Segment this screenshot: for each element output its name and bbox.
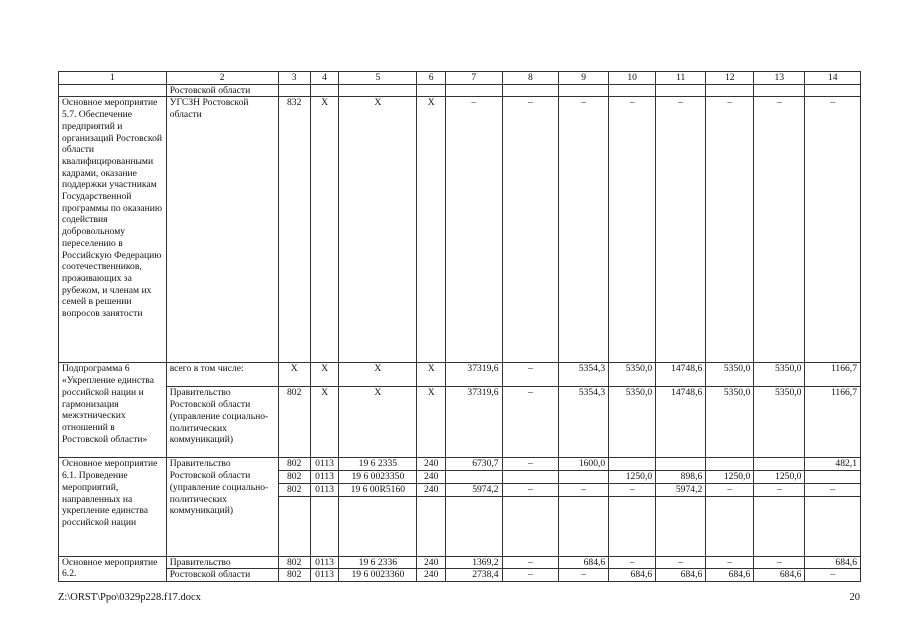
- value-cell: 14748,6: [656, 363, 706, 387]
- executor-cell: всего в том числе:: [166, 363, 278, 387]
- value-cell: [706, 458, 754, 471]
- rzpr-cell: 0113: [310, 556, 339, 569]
- value-cell: –: [502, 483, 559, 496]
- rzpr-cell: 0113: [310, 471, 339, 484]
- value-cell: 5350,0: [609, 363, 656, 387]
- value-cell: –: [502, 387, 559, 458]
- executor-cell: Ростовской области: [166, 84, 278, 97]
- value-cell: 1600,0: [559, 458, 609, 471]
- value-cell: 5350,0: [754, 363, 805, 387]
- value-cell: [559, 471, 609, 484]
- value-cell: 5350,0: [706, 387, 754, 458]
- measure-name-cell: Основное мероприятие 5.7. Обеспечение предприятий и организаций Ростовской области квалифицированными кадрами, оказание поддержки участникам Государственной программы по оказанию содействия добровольному переселению в Российскую Федерацию соотечественников, проживающих за рубежом, и членам их семей в решении вопросов занятости: [59, 97, 167, 363]
- vr-cell: X: [417, 387, 446, 458]
- column-number: 6: [417, 72, 446, 85]
- vr-cell: 240: [417, 483, 446, 496]
- vr-cell: X: [417, 363, 446, 387]
- executor-cell: Правительство Ростовской области (управление социально-политических коммуникаций): [166, 458, 278, 556]
- value-cell: 684,6: [559, 556, 609, 569]
- column-number: 11: [656, 72, 706, 85]
- vr-cell: X: [417, 97, 446, 363]
- value-cell: 37319,6: [446, 363, 503, 387]
- executor-cell: Ростовской области: [166, 569, 278, 582]
- value-cell: 1166,7: [805, 387, 861, 458]
- csr-cell: 19 6 00R5160: [339, 483, 417, 496]
- value-cell: 684,6: [609, 569, 656, 582]
- value-cell: 1250,0: [609, 471, 656, 484]
- value-cell: 5354,3: [559, 363, 609, 387]
- value-cell: –: [502, 556, 559, 569]
- csr-cell: X: [339, 387, 417, 458]
- column-number: 8: [502, 72, 559, 85]
- value-cell: [805, 471, 861, 484]
- value-cell: –: [446, 97, 503, 363]
- column-number: 9: [559, 72, 609, 85]
- value-cell: –: [754, 483, 805, 496]
- column-number: 3: [278, 72, 310, 85]
- column-number: 5: [339, 72, 417, 85]
- column-number: 10: [609, 72, 656, 85]
- table-row: [59, 569, 861, 582]
- value-cell: –: [502, 97, 559, 363]
- value-cell: 5350,0: [706, 363, 754, 387]
- value-cell: –: [656, 556, 706, 569]
- column-number: 14: [805, 72, 861, 85]
- executor-cell: УГСЗН Ростовской области: [166, 97, 278, 363]
- value-cell: [609, 458, 656, 471]
- value-cell: 37319,6: [446, 387, 503, 458]
- value-cell: –: [502, 569, 559, 582]
- value-cell: –: [656, 97, 706, 363]
- csr-cell: 19 6 0023350: [339, 471, 417, 484]
- value-cell: –: [609, 483, 656, 496]
- csr-cell: 19 6 2336: [339, 556, 417, 569]
- value-cell: 684,6: [805, 556, 861, 569]
- csr-cell: 19 6 2335: [339, 458, 417, 471]
- grbs-cell: 802: [278, 471, 310, 484]
- rzpr-cell: X: [310, 387, 339, 458]
- table-row: [59, 458, 861, 471]
- vr-cell: 240: [417, 458, 446, 471]
- column-number: 13: [754, 72, 805, 85]
- value-cell: 5974,2: [656, 483, 706, 496]
- value-cell: –: [805, 569, 861, 582]
- value-cell: –: [609, 556, 656, 569]
- column-number: 4: [310, 72, 339, 85]
- value-cell: –: [805, 483, 861, 496]
- value-cell: 1369,2: [446, 556, 503, 569]
- value-cell: 2738,4: [446, 569, 503, 582]
- measure-name-cell: Основное мероприятие 6.1. Проведение мероприятий, направленных на укрепление единства российской нации: [59, 458, 167, 556]
- value-cell: –: [754, 97, 805, 363]
- table-row: [59, 363, 861, 387]
- grbs-cell: 802: [278, 387, 310, 458]
- column-number: 1: [59, 72, 167, 85]
- column-number: 7: [446, 72, 503, 85]
- executor-cell: Правительство Ростовской области (управление социально-политических коммуникаций): [166, 387, 278, 458]
- rzpr-cell: 0113: [310, 483, 339, 496]
- value-cell: 482,1: [805, 458, 861, 471]
- rzpr-cell: X: [310, 363, 339, 387]
- rzpr-cell: 0113: [310, 458, 339, 471]
- value-cell: 898,6: [656, 471, 706, 484]
- value-cell: –: [559, 97, 609, 363]
- value-cell: –: [805, 97, 861, 363]
- value-cell: –: [609, 97, 656, 363]
- measure-name-cell: Подпрограмма 6 «Укрепление единства российской нации и гармонизация межэтнических отношений в Ростовской области»: [59, 363, 167, 458]
- value-cell: –: [706, 483, 754, 496]
- value-cell: 5354,3: [559, 387, 609, 458]
- vr-cell: 240: [417, 569, 446, 582]
- column-number-row: [59, 72, 861, 85]
- value-cell: [446, 471, 503, 484]
- grbs-cell: 802: [278, 569, 310, 582]
- table-row: [59, 387, 861, 458]
- vr-cell: 240: [417, 471, 446, 484]
- value-cell: 1250,0: [754, 471, 805, 484]
- value-cell: 1250,0: [706, 471, 754, 484]
- value-cell: 684,6: [754, 569, 805, 582]
- grbs-cell: 802: [278, 458, 310, 471]
- value-cell: 5350,0: [754, 387, 805, 458]
- value-cell: –: [502, 458, 559, 471]
- value-cell: 5974,2: [446, 483, 503, 496]
- rzpr-cell: 0113: [310, 569, 339, 582]
- table-row: [59, 97, 861, 363]
- grbs-cell: 802: [278, 556, 310, 569]
- grbs-cell: 802: [278, 483, 310, 496]
- grbs-cell: 832: [278, 97, 310, 363]
- value-cell: [502, 471, 559, 484]
- csr-cell: X: [339, 363, 417, 387]
- csr-cell: X: [339, 97, 417, 363]
- value-cell: 684,6: [706, 569, 754, 582]
- footer-file-path: Z:\ORST\Ppo\0329p228.f17.docx: [58, 592, 201, 603]
- value-cell: 684,6: [656, 569, 706, 582]
- value-cell: 14748,6: [656, 387, 706, 458]
- value-cell: 1166,7: [805, 363, 861, 387]
- grbs-cell: X: [278, 363, 310, 387]
- measure-name-cell: Основное мероприятие 6.2.: [59, 556, 167, 581]
- rzpr-cell: X: [310, 97, 339, 363]
- table-row: [59, 84, 861, 97]
- value-cell: [656, 458, 706, 471]
- value-cell: –: [559, 569, 609, 582]
- csr-cell: 19 6 0023360: [339, 569, 417, 582]
- column-number: 2: [166, 72, 278, 85]
- value-cell: [754, 458, 805, 471]
- value-cell: –: [559, 483, 609, 496]
- column-number: 12: [706, 72, 754, 85]
- table-row: [59, 556, 861, 569]
- program-table: [58, 71, 861, 582]
- vr-cell: 240: [417, 556, 446, 569]
- executor-cell: Правительство: [166, 556, 278, 569]
- value-cell: –: [502, 363, 559, 387]
- value-cell: –: [754, 556, 805, 569]
- page-number: 20: [849, 592, 860, 603]
- value-cell: 5350,0: [609, 387, 656, 458]
- value-cell: –: [706, 97, 754, 363]
- value-cell: 6730,7: [446, 458, 503, 471]
- value-cell: –: [706, 556, 754, 569]
